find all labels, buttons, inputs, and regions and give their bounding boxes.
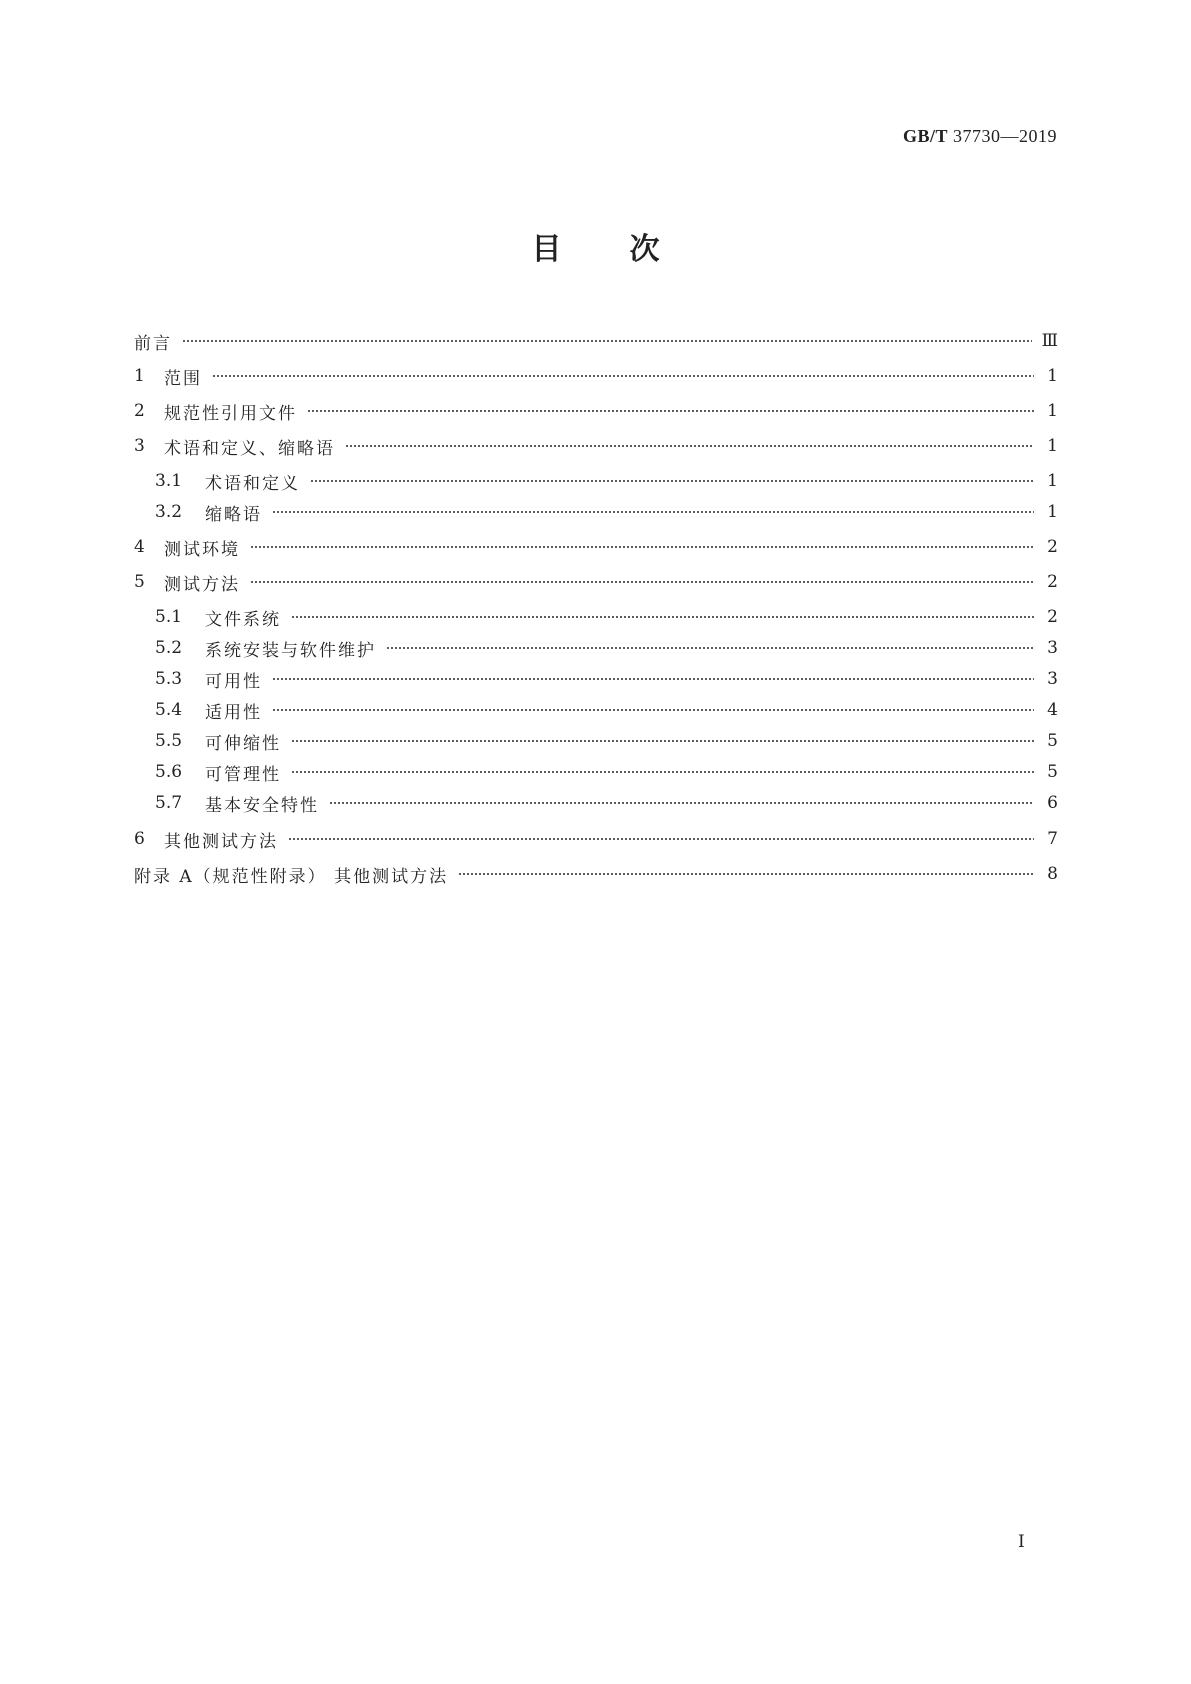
toc-entry-title: 附录 A（规范性附录） 其他测试方法 <box>134 866 449 887</box>
dot-leader <box>307 407 1034 415</box>
toc-entry-3[interactable] <box>134 433 1058 459</box>
toc-entry-page: 2 <box>1047 572 1058 592</box>
dot-leader <box>386 644 1034 652</box>
dot-leader <box>288 835 1034 843</box>
toc-entry-title: 术语和定义、缩略语 <box>164 438 335 459</box>
toc-entry-5-6[interactable] <box>155 759 1058 785</box>
toc-entry-1[interactable] <box>134 363 1058 389</box>
dot-leader <box>291 768 1034 776</box>
toc-entry-page: 1 <box>1047 471 1058 491</box>
toc-entry-5-5[interactable] <box>155 728 1058 754</box>
dot-leader <box>250 543 1034 551</box>
toc-entry-4[interactable] <box>134 534 1058 560</box>
toc-entry-number: 3.1 <box>155 471 183 491</box>
toc-entry-page: 1 <box>1047 502 1058 522</box>
dot-leader <box>329 799 1034 807</box>
dot-leader <box>250 578 1034 586</box>
toc-entry-title: 缩略语 <box>205 504 262 525</box>
toc-entry-number: 3 <box>134 436 145 456</box>
dot-leader <box>272 508 1034 516</box>
toc-entry-5-7[interactable] <box>155 790 1058 816</box>
toc-entry-page: 6 <box>1047 793 1058 813</box>
dot-leader <box>182 337 1032 345</box>
toc-entry-page: 1 <box>1047 436 1058 456</box>
toc-entry-number: 5.3 <box>155 669 183 689</box>
toc-entry-5-2[interactable] <box>155 635 1058 661</box>
toc-entry-annex-a[interactable] <box>134 861 1058 887</box>
dot-leader <box>291 737 1034 745</box>
toc-entry-number: 5.1 <box>155 607 183 627</box>
toc-entry-number: 5.4 <box>155 700 183 720</box>
toc-entry-title: 前言 <box>134 333 172 354</box>
toc-entry-page: 3 <box>1047 638 1058 658</box>
toc-entry-5-4[interactable] <box>155 697 1058 723</box>
toc-entry-page: 5 <box>1047 762 1058 782</box>
toc-entry-number: 2 <box>134 401 145 421</box>
toc-entry-title: 适用性 <box>205 702 262 723</box>
toc-entry-title: 范围 <box>164 368 202 389</box>
toc-entry-title: 测试环境 <box>164 539 240 560</box>
toc-entry-page: 1 <box>1047 366 1058 386</box>
toc-entry-number: 3.2 <box>155 502 183 522</box>
dot-leader <box>272 706 1034 714</box>
toc-entry-number: 5.5 <box>155 731 183 751</box>
toc-entry-title: 文件系统 <box>205 609 281 630</box>
toc-entry-5-1[interactable] <box>155 604 1058 630</box>
toc-entry-number: 1 <box>134 366 145 386</box>
toc-entry-number: 6 <box>134 829 145 849</box>
toc-entry-title: 基本安全特性 <box>205 795 319 816</box>
toc-entry-number: 5.2 <box>155 638 183 658</box>
toc-entry-page: 2 <box>1047 537 1058 557</box>
toc-entry-page: Ⅲ <box>1041 331 1058 351</box>
toc-entry-number: 4 <box>134 537 145 557</box>
toc-entry-title: 规范性引用文件 <box>164 403 297 424</box>
toc-entry-title: 可用性 <box>205 671 262 692</box>
toc-entry-page: 8 <box>1047 864 1058 884</box>
dot-leader <box>272 675 1034 683</box>
toc-entry-title: 可管理性 <box>205 764 281 785</box>
toc-entry-title: 可伸缩性 <box>205 733 281 754</box>
toc-entry-3-2[interactable] <box>155 499 1058 525</box>
toc-entry-title: 其他测试方法 <box>164 831 278 852</box>
toc-entry-2[interactable] <box>134 398 1058 424</box>
toc-entry-page: 7 <box>1047 829 1058 849</box>
dot-leader <box>345 442 1034 450</box>
toc-entry-6[interactable] <box>134 826 1058 852</box>
standard-code: GB/T <box>902 126 948 146</box>
toc-entry-title: 术语和定义 <box>205 473 300 494</box>
standard-year-number: 37730—2019 <box>953 126 1057 146</box>
toc-entry-page: 5 <box>1047 731 1058 751</box>
dot-leader <box>291 613 1034 621</box>
toc-entry-number: 5 <box>134 572 145 592</box>
dot-leader <box>310 477 1034 485</box>
dot-leader <box>458 870 1034 878</box>
toc-entry-page: 4 <box>1047 700 1058 720</box>
toc-entry-title: 测试方法 <box>164 574 240 595</box>
toc-entry-number: 5.6 <box>155 762 183 782</box>
toc-entry-number: 5.7 <box>155 793 183 813</box>
toc-entry-5[interactable] <box>134 569 1058 595</box>
page-title: 目次 <box>531 232 728 267</box>
standard-number <box>903 126 1057 147</box>
dot-leader <box>212 372 1034 380</box>
toc-entry-foreword[interactable] <box>134 328 1058 354</box>
toc-entry-5-3[interactable] <box>155 666 1058 692</box>
page-number: I <box>1018 1532 1025 1552</box>
toc-entry-title: 系统安装与软件维护 <box>205 640 376 661</box>
toc-entry-page: 2 <box>1047 607 1058 627</box>
toc-entry-3-1[interactable] <box>155 468 1058 494</box>
toc-entry-page: 3 <box>1047 669 1058 689</box>
toc-entry-page: 1 <box>1047 401 1058 421</box>
